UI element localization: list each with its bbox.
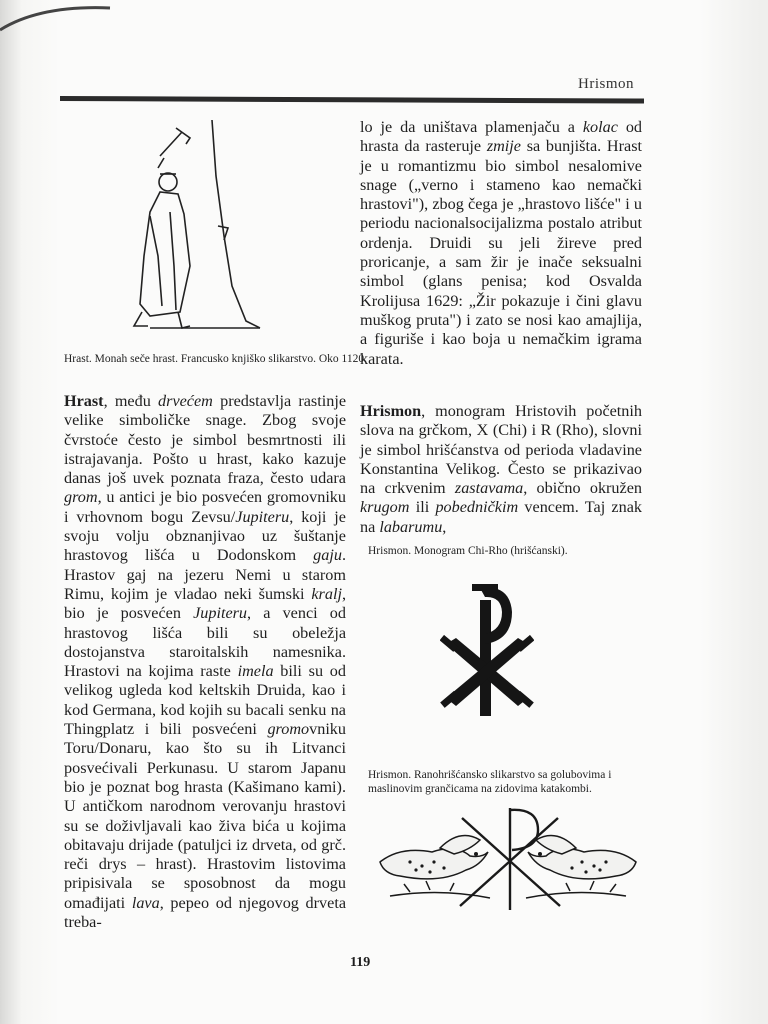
text-run: kolac xyxy=(582,118,618,136)
text-run: predstavlja rastinje velike simboličke snage. Zbog svoje čvrstoće često je simbol besmrtnosti ili istrajavanja. Pošto u hrast, kako kazuje danas još uvek poznata fraza, često udara xyxy=(64,392,346,488)
chi-rho-figure-caption: Hrismon. Monogram Chi-Rho (hrišćanski). xyxy=(368,545,568,557)
text-run: , pepeo od njegovog drveta treba- xyxy=(64,893,347,932)
text-run: , koji je svoju volju obznanjivao uz šuštanje hrastovog lišća u Dodonskom xyxy=(64,507,346,565)
right-column-top xyxy=(360,118,642,369)
text-run: . Hrastov gaj na jezeru Nemi u starom Rimu, kojim je vladao neki šumski xyxy=(64,546,346,603)
text-run: , bio je posvećen xyxy=(64,584,346,623)
text-run: , među xyxy=(103,392,159,410)
text-run: , u antici je bio posvećen gromovniku i vrhovnom bogu Zevsu/ xyxy=(64,488,346,526)
text-run: Jupiteru xyxy=(193,604,248,623)
text-run: od hrasta da rasteruje xyxy=(360,118,642,156)
left-column xyxy=(64,392,346,932)
text-run: gaju xyxy=(313,546,342,565)
text-run: bili su od velikog ugleda kod keltskih Druida, kao i kod Germana, kod kojih su bacali senku na Thingplatz i bili posvećeni xyxy=(64,662,346,739)
text-run: gromo xyxy=(267,720,310,739)
text-run: vencem. Taj znak na xyxy=(360,498,642,536)
page-number: 119 xyxy=(350,955,371,970)
text-run: grom xyxy=(64,488,98,507)
oak-figure-caption: Hrast. Monah seče hrast. Francusko knjiško slikarstvo. Oko 1120. xyxy=(64,353,368,365)
text-run: zmije xyxy=(486,137,521,156)
oak-entry-term: Hrast xyxy=(64,392,104,410)
text-run: , xyxy=(442,517,447,536)
text-run: labarumu xyxy=(379,517,443,536)
right-column-bottom xyxy=(360,402,642,537)
text-run: sa bunjišta. Hrast je u romantizmu bio simbol nesalomive snage („verno i stameno kao nemački hrastovi"), zbog čega je „hrastovo lišće" i u periodu nacionalsocijalizma postalo atribut ordenja. Druidi su jeli žireve pred proricanje, a sam žir je inače seksualni simbol (glans penisa; kod Osvalda Krolijusa 1629: „Žir pokazuje i čini glavu muškog pruta") i zato se nosi kao amajlija, a figuriše i kao boja u nemačkim igrama karata. xyxy=(360,137,642,368)
text-run: lo je da uništava plamenjaču a xyxy=(360,118,583,136)
text-run: krugom xyxy=(360,498,410,517)
scan-edge-mark xyxy=(0,0,120,40)
text-run: Jupiteru xyxy=(235,507,290,526)
text-run: , a venci od hrastovog lišća bili su obeležja dostojanstva staroitalskih namesnika. Hrastovi na kojima raste xyxy=(64,604,346,681)
chrismon-entry-paragraph xyxy=(360,402,642,537)
text-run: pobedničkim xyxy=(435,498,519,517)
monk-chopping-oak-illustration xyxy=(120,116,265,346)
oak-continuation-paragraph xyxy=(360,118,642,369)
text-run: , obično okružen xyxy=(523,479,642,498)
chi-rho-monogram-icon xyxy=(440,582,534,718)
text-run: vniku Toru/Donaru, kao što su ih Litvanci posvećivali Perkunasu. U starom Japanu bio je poznat bog hrasta (Kašimano kami). U antičkom narodnom verovanju hrastovi su se doživljavali kao živa bića u kojima obitavaju drijade (patuljci iz drveta, od grč. reči drys – hrast). Hrastovim listovima pripisivala se sposobnost da mogu omađijati xyxy=(64,720,346,912)
text-run: kralj xyxy=(311,584,342,603)
text-run: zastavama xyxy=(454,479,524,498)
text-run: imela xyxy=(237,662,274,681)
doves-figure-caption: Hrismon. Ranohrišćansko slikarstvo sa golubovima i maslinovim grančicama na zidovima katakombi. xyxy=(368,769,612,795)
running-head: Hrismon xyxy=(578,76,634,92)
text-run: lava xyxy=(131,893,160,912)
chrismon-entry-term: Hrismon xyxy=(360,402,422,420)
text-run: ili xyxy=(409,498,436,517)
text-run: drvećem xyxy=(158,392,213,410)
text-run: , monogram Hristovih početnih slova na grčkom, X (Chi) i R (Rho), slovni je simbol hrišćanstva od perioda vladavine Konstantina Velikog. Često se prikazivao na crkvenim xyxy=(360,402,642,498)
oak-entry-paragraph xyxy=(64,392,346,932)
doves-chi-rho-illustration xyxy=(370,800,646,920)
